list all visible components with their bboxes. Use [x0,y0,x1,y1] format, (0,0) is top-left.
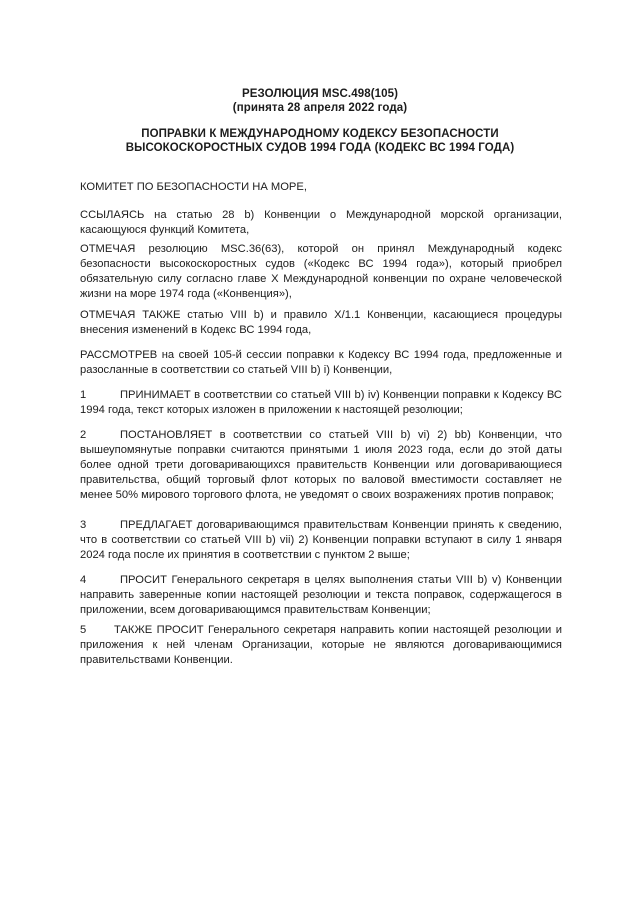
paragraph-number: 5 [80,624,87,636]
resolution-adopted-date: (принята 28 апреля 2022 года) [232,102,408,114]
committee-line: КОМИТЕТ ПО БЕЗОПАСНОСТИ НА МОРЕ, [80,181,307,193]
operative-paragraph [80,518,562,563]
paragraph-text: ПРЕДЛАГАЕТ договаривающимся правительствам Конвенции принять к сведению, что в соответствии со статьей VIII b) vii) 2) Конвенции поправки вступают в силу 1 января 2024 года после их принятия в соответствии с пунктом 2 выше; [80,519,562,561]
preamble-paragraph: РАССМОТРЕВ на своей 105-й сессии поправки к Кодексу ВС 1994 года, предложенные и разосланные в соответствии со статьей VIII b) i) Конвенции, [80,349,562,376]
heading-line-1: ПОПРАВКИ К МЕЖДУНАРОДНОМУ КОДЕКСУ БЕЗОПАСНОСТИ [141,128,499,140]
paragraph-number: 2 [80,429,87,441]
resolution-title: РЕЗОЛЮЦИЯ MSC.498(105) [241,88,399,100]
operative-paragraph [80,428,562,503]
paragraph-number: 1 [80,389,87,401]
preamble-paragraph: ОТМЕЧАЯ ТАКЖЕ статью VIII b) и правило X/1.1 Конвенции, касающиеся процедуры внесения изменений в Кодекс ВС 1994 года, [80,309,562,336]
paragraph-text: ТАКЖЕ ПРОСИТ Генерального секретаря направить копии настоящей резолюции и приложения к ней членам Организации, которые не являются договаривающимися правительствами Конвенции. [80,624,562,666]
preamble-paragraph: ОТМЕЧАЯ резолюцию MSC.36(63), которой он принял Международный кодекс безопасности высокоскоростных судов («Кодекс ВС 1994 года»), который приобрел обязательную силу согласно главе X Международной конвенции по охране человеческой жизни на море 1974 года («Конвенция»), [80,243,562,300]
paragraph-text: ПРИНИМАЕТ в соответствии со статьей VIII b) iv) Конвенции поправки к Кодексу ВС 1994 года, текст которых изложен в приложении к настоящей резолюции; [80,389,562,416]
paragraph-number: 3 [80,519,87,531]
heading-line-2: ВЫСОКОСКОРОСТНЫХ СУДОВ 1994 ГОДА (КОДЕКС ВС 1994 ГОДА) [125,142,515,154]
preamble-paragraph: ССЫЛАЯСЬ на статью 28 b) Конвенции о Международной морской организации, касающуюся функций Комитета, [80,209,562,236]
paragraph-number: 4 [80,574,87,586]
operative-paragraph [80,623,562,668]
operative-paragraph [80,388,562,418]
paragraph-text: ПРОСИТ Генерального секретаря в целях выполнения статьи VIII b) v) Конвенции направить заверенные копии настоящей резолюции и текста поправок, содержащегося в приложении, всем договаривающимся правительствам Конвенции; [80,574,562,616]
paragraph-text: ПОСТАНОВЛЯЕТ в соответствии со статьей VIII b) vi) 2) bb) Конвенции, что вышеупомянутые поправки считаются принятыми 1 июля 2023 года, если до этой даты более одной трети договаривающихся правительств Конвенции или договаривающиеся правительства, общий торговый флот которых по валовой вместимости составляет не менее 50% мирового торгового флота, не уведомят о своих возражениях против поправок; [80,429,562,501]
operative-paragraph [80,573,562,618]
